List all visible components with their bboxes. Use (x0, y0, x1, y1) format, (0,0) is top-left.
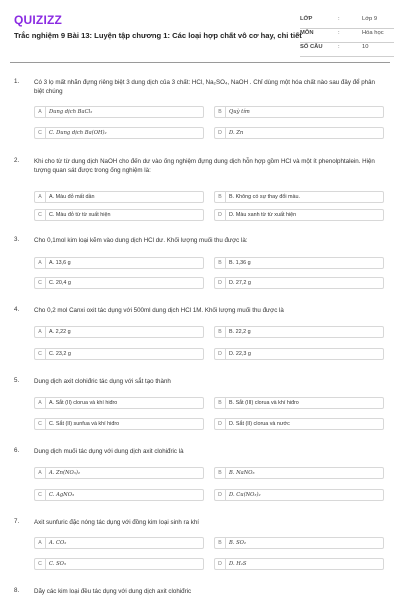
option-text: Quỳ tím (229, 109, 250, 115)
meta-colon: : (338, 30, 340, 36)
option-d[interactable] (214, 348, 384, 360)
option-letter: A (35, 107, 46, 118)
option-c[interactable] (34, 348, 204, 360)
question-number: 7. (14, 518, 20, 525)
meta-label: LỚP (300, 16, 313, 22)
option-letter: C (35, 490, 46, 501)
meta-label: SỐ CÂU (300, 44, 323, 50)
option-text: B. SO₂ (229, 540, 246, 546)
option-letter: A (35, 398, 46, 409)
option-text: D. Zn (229, 130, 244, 136)
option-letter: D (215, 278, 226, 289)
option-letter: B (215, 192, 226, 203)
meta-value: Hóa học (362, 30, 384, 36)
option-text: A. CO₂ (49, 540, 67, 546)
option-text: B. Sắt (III) clorua và khí hiđro (229, 400, 299, 406)
option-letter: C (35, 278, 46, 289)
option-c[interactable] (34, 209, 204, 221)
option-a[interactable] (34, 106, 204, 118)
question-number: 5. (14, 377, 20, 384)
option-letter: B (215, 258, 226, 269)
option-letter: C (35, 559, 46, 570)
option-text: A. 2,22 g (49, 329, 71, 335)
option-text: C. SO₃ (49, 561, 66, 567)
option-text: D. Cu(NO₃)₂ (229, 492, 261, 498)
option-d[interactable] (214, 558, 384, 570)
meta-colon: : (338, 16, 340, 22)
option-text: A. Màu đỏ mất dần (49, 194, 95, 200)
option-c[interactable] (34, 489, 204, 501)
option-text: C. Màu đỏ từ từ xuất hiện (49, 212, 111, 218)
option-letter: B (215, 107, 226, 118)
option-text: C. Sắt (II) sunfua và khí hiđro (49, 421, 120, 427)
option-letter: A (35, 258, 46, 269)
option-a[interactable] (34, 467, 204, 479)
meta-value: 10 (362, 44, 369, 50)
option-a[interactable] (34, 257, 204, 269)
option-a[interactable] (34, 397, 204, 409)
header-divider (10, 62, 390, 63)
option-text: Dung dịch BaCl₂ (49, 109, 93, 115)
meta-colon: : (338, 44, 340, 50)
quizizz-logo: QUIZIZZ (14, 13, 63, 27)
option-letter: C (35, 128, 46, 139)
option-letter: D (215, 419, 226, 430)
option-text: D. Màu xanh từ từ xuất hiện (229, 212, 297, 218)
option-text: D. Sắt (II) clorua và nước (229, 421, 290, 427)
question-number: 4. (14, 306, 20, 313)
option-b[interactable] (214, 537, 384, 549)
option-c[interactable] (34, 127, 204, 139)
question-text: Dãy các kim loại đều tác dụng với dung dịch axit clohiđric (34, 588, 192, 595)
question-number: 8. (14, 587, 20, 594)
option-d[interactable] (214, 418, 384, 430)
option-d[interactable] (214, 209, 384, 221)
option-text: A. Sắt (II) clorua và khí hiđro (49, 400, 118, 406)
option-letter: A (35, 538, 46, 549)
option-text: D. 27,2 g (229, 280, 251, 286)
meta-subject (300, 28, 394, 42)
question-text: Có 3 lọ mất nhãn đựng riêng biệt 3 dung dịch của 3 chất: HCl, Na₂SO₄, NaOH . Chỉ dùng một hóa chất nào sau đây để phân biệt chúng (34, 79, 375, 95)
question-text: Khi cho từ từ dung dịch NaOH cho đến dư vào ống nghiệm đựng dung dịch hỗn hợp gồm HCl và một ít phenolphtalein. Hiện tượng quan sát được trong ống nghiệm là: (34, 158, 375, 174)
option-text: A. Zn(NO₃)₂ (49, 470, 80, 476)
option-letter: D (215, 490, 226, 501)
meta-question-count (300, 42, 394, 56)
option-b[interactable] (214, 467, 384, 479)
question-number: 6. (14, 447, 20, 454)
worksheet-header (0, 0, 400, 70)
option-letter: D (215, 559, 226, 570)
option-a[interactable] (34, 191, 204, 203)
option-letter: C (35, 419, 46, 430)
meta-class (300, 14, 394, 28)
option-text: B. NaNO₃ (229, 470, 255, 476)
question-text: Cho 0,2 mol Canxi oxit tác dụng với 500ml dung dịch HCl 1M. Khối lượng muối thu được là (34, 307, 284, 314)
option-c[interactable] (34, 277, 204, 289)
question-number: 2. (14, 157, 20, 164)
option-text: B. 22,2 g (229, 329, 251, 335)
option-b[interactable] (214, 257, 384, 269)
option-a[interactable] (34, 326, 204, 338)
meta-label: MÔN (300, 30, 314, 36)
option-c[interactable] (34, 418, 204, 430)
option-d[interactable] (214, 489, 384, 501)
option-c[interactable] (34, 558, 204, 570)
option-letter: C (35, 349, 46, 360)
option-text: D. H₂S (229, 561, 247, 567)
option-text: B. 1,36 g (229, 260, 251, 266)
option-letter: B (215, 538, 226, 549)
option-letter: A (35, 468, 46, 479)
option-text: B. Không có sự thay đổi màu. (229, 194, 301, 200)
question-text: Axit sunfuric đặc nóng tác dụng với đồng kim loại sinh ra khí (34, 519, 200, 526)
question-number: 3. (14, 236, 20, 243)
question-text: Dung dịch axit clohiđric tác dụng với sắt tạo thành (34, 378, 171, 385)
option-d[interactable] (214, 277, 384, 289)
option-b[interactable] (214, 191, 384, 203)
worksheet-title: Trắc nghiệm 9 Bài 13: Luyện tập chương 1: Các loại hợp chất vô cơ hay, chi tiết (14, 31, 302, 40)
option-text: C. Dung dịch Ba(OH)₂ (49, 130, 107, 136)
question-number: 1. (14, 78, 20, 85)
option-d[interactable] (214, 127, 384, 139)
option-letter: D (215, 210, 226, 221)
option-letter: D (215, 349, 226, 360)
option-letter: A (35, 192, 46, 203)
option-a[interactable] (34, 537, 204, 549)
option-letter: B (215, 468, 226, 479)
option-text: C. 20,4 g (49, 280, 71, 286)
option-letter: D (215, 128, 226, 139)
option-b[interactable] (214, 106, 384, 118)
option-letter: C (35, 210, 46, 221)
option-letter: B (215, 327, 226, 338)
option-letter: A (35, 327, 46, 338)
option-text: C. 23,2 g (49, 351, 71, 357)
meta-value: Lớp 9 (362, 16, 378, 22)
question-text: Cho 0,1mol kim loại kẽm vào dung dịch HCl dư. Khối lượng muối thu được là: (34, 237, 248, 244)
question-text: Dung dịch muối tác dụng với dung dịch axit clohiđric là (34, 448, 184, 455)
option-text: D. 22,3 g (229, 351, 251, 357)
option-b[interactable] (214, 397, 384, 409)
option-text: C. AgNO₃ (49, 492, 75, 498)
option-letter: B (215, 398, 226, 409)
meta-divider (300, 56, 394, 57)
option-text: A. 13,6 g (49, 260, 71, 266)
option-b[interactable] (214, 326, 384, 338)
